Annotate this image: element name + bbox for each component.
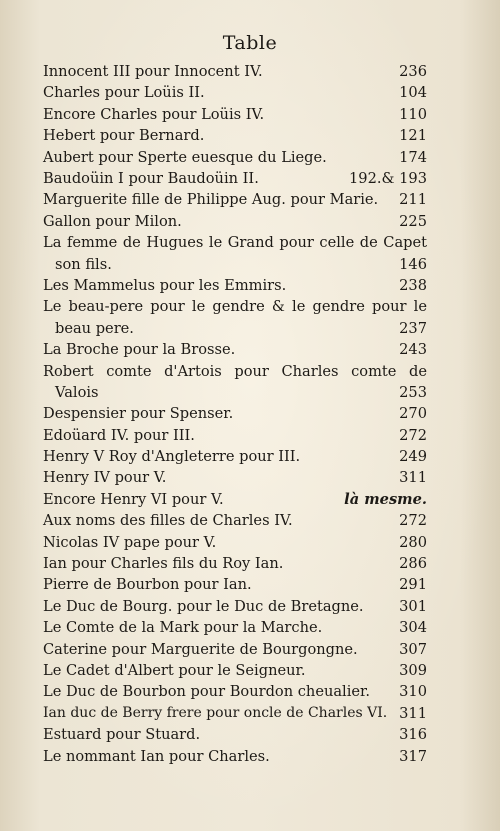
entry-continuation-line [43,318,427,339]
entry-text: Marguerite fille de Philippe Aug. pour Marie. [43,191,379,209]
index-entry [43,639,427,660]
entry-page: 304 [399,619,427,637]
entry-page: 311 [399,469,427,487]
entry-page: 237 [399,319,427,337]
entry-text: Le Cadet d'Albert pour le Seigneur. [43,661,306,679]
entry-page: 174 [399,148,427,166]
index-entry [43,82,427,103]
entry-text: Baudoüin I pour Baudoüin II. [43,169,259,187]
entry-page: 236 [399,63,427,80]
entry-page: 317 [399,747,427,765]
index-entry [43,275,427,296]
entry-text: Le Duc de Bourbon pour Bourdon cheualier. [43,683,371,701]
entry-continuation-line [43,382,427,403]
index-entry [43,232,427,275]
entry-page: 238 [399,276,427,294]
index-entry [43,104,427,125]
entry-text: Le Comte de la Mark pour la Marche. [43,619,323,637]
index-list [43,61,427,767]
index-entry [43,189,427,210]
index-entry [43,125,427,146]
entry-page: 243 [399,341,427,359]
entry-page: 291 [399,576,427,594]
entry-text: Charles pour Loüis II. [43,84,205,102]
entry-text-continued: Valois [55,383,99,401]
running-header: Table [222,32,278,54]
entry-page: 192.& 193 [349,169,427,187]
entry-page: 104 [399,84,427,102]
entry-text: Pierre de Bourbon pour Ian. [43,576,252,594]
index-entry [43,339,427,360]
index-entry [43,681,427,702]
entry-text-continued: son fils. [55,255,112,273]
entry-text: Henry IV pour V. [43,469,167,487]
index-entry [43,574,427,595]
entry-text: Ian pour Charles fils du Roy Ian. [43,555,284,573]
entry-page: 301 [399,597,427,615]
entry-page: 253 [399,383,427,401]
entry-text: Caterine pour Marguerite de Bourgongne. [43,640,358,658]
entry-text: Encore Charles pour Loüis IV. [43,105,265,123]
index-entry [43,147,427,168]
index-entry [43,489,427,510]
entry-text: Innocent III pour Innocent IV. [43,63,263,80]
index-entry [43,168,427,189]
entry-page: 146 [399,255,427,273]
entry-page: 280 [399,533,427,551]
entry-text: Estuard pour Stuard. [43,726,201,744]
entry-text: Henry V Roy d'Angleterre pour III. [43,448,301,466]
index-entry [43,296,427,339]
entry-page: 307 [399,640,427,658]
entry-text: La femme de Hugues le Grand pour celle de Capet [43,234,427,252]
entry-text: Robert comte d'Artois pour Charles comte de [43,362,427,380]
entry-text: Encore Henry VI pour V. [43,490,224,508]
entry-text: Le Duc de Bourg. pour le Duc de Bretagne. [43,597,364,615]
index-entry [43,467,427,488]
entry-page: là mesme. [344,490,427,508]
entry-page: 110 [399,105,427,123]
index-entry [43,532,427,553]
index-entry [43,425,427,446]
entry-text: Les Mammelus pour les Emmirs. [43,276,287,294]
entry-page: 316 [399,726,427,744]
entry-page: 272 [399,512,427,530]
index-entry [43,660,427,681]
entry-text: Le nommant Ian pour Charles. [43,747,270,765]
index-entry [43,61,427,82]
entry-page: 121 [399,127,427,145]
index-entry [43,211,427,232]
index-entry [43,617,427,638]
index-entry [43,703,427,724]
entry-page: 249 [399,448,427,466]
entry-text: Le beau-pere pour le gendre & le gendre pour le [43,298,427,316]
entry-page: 225 [399,212,427,230]
entry-text: Aux noms des filles de Charles IV. [43,512,293,530]
entry-text-continued: beau pere. [55,319,134,337]
entry-continuation-line [43,254,427,275]
entry-text: Edoüard IV. pour III. [43,426,195,444]
entry-text: Aubert pour Sperte euesque du Liege. [43,148,327,166]
index-entry [43,403,427,424]
index-entry [43,553,427,574]
entry-text: Gallon pour Milon. [43,212,182,230]
entry-page: 309 [399,661,427,679]
entry-page: 311 [399,704,427,722]
index-entry [43,596,427,617]
entry-text: La Broche pour la Brosse. [43,341,236,359]
index-entry [43,361,427,404]
entry-text: Nicolas IV pape pour V. [43,533,217,551]
entry-text: Ian duc de Berry frere pour oncle de Charles VI. [43,704,388,721]
entry-text: Hebert pour Bernard. [43,127,205,145]
entry-text: Despensier pour Spenser. [43,405,234,423]
entry-page: 286 [399,555,427,573]
index-entry [43,746,427,767]
entry-page: 211 [399,191,427,209]
entry-page: 310 [399,683,427,701]
index-entry [43,510,427,531]
index-entry [43,724,427,745]
entry-page: 272 [399,426,427,444]
entry-page: 270 [399,405,427,423]
index-entry [43,446,427,467]
